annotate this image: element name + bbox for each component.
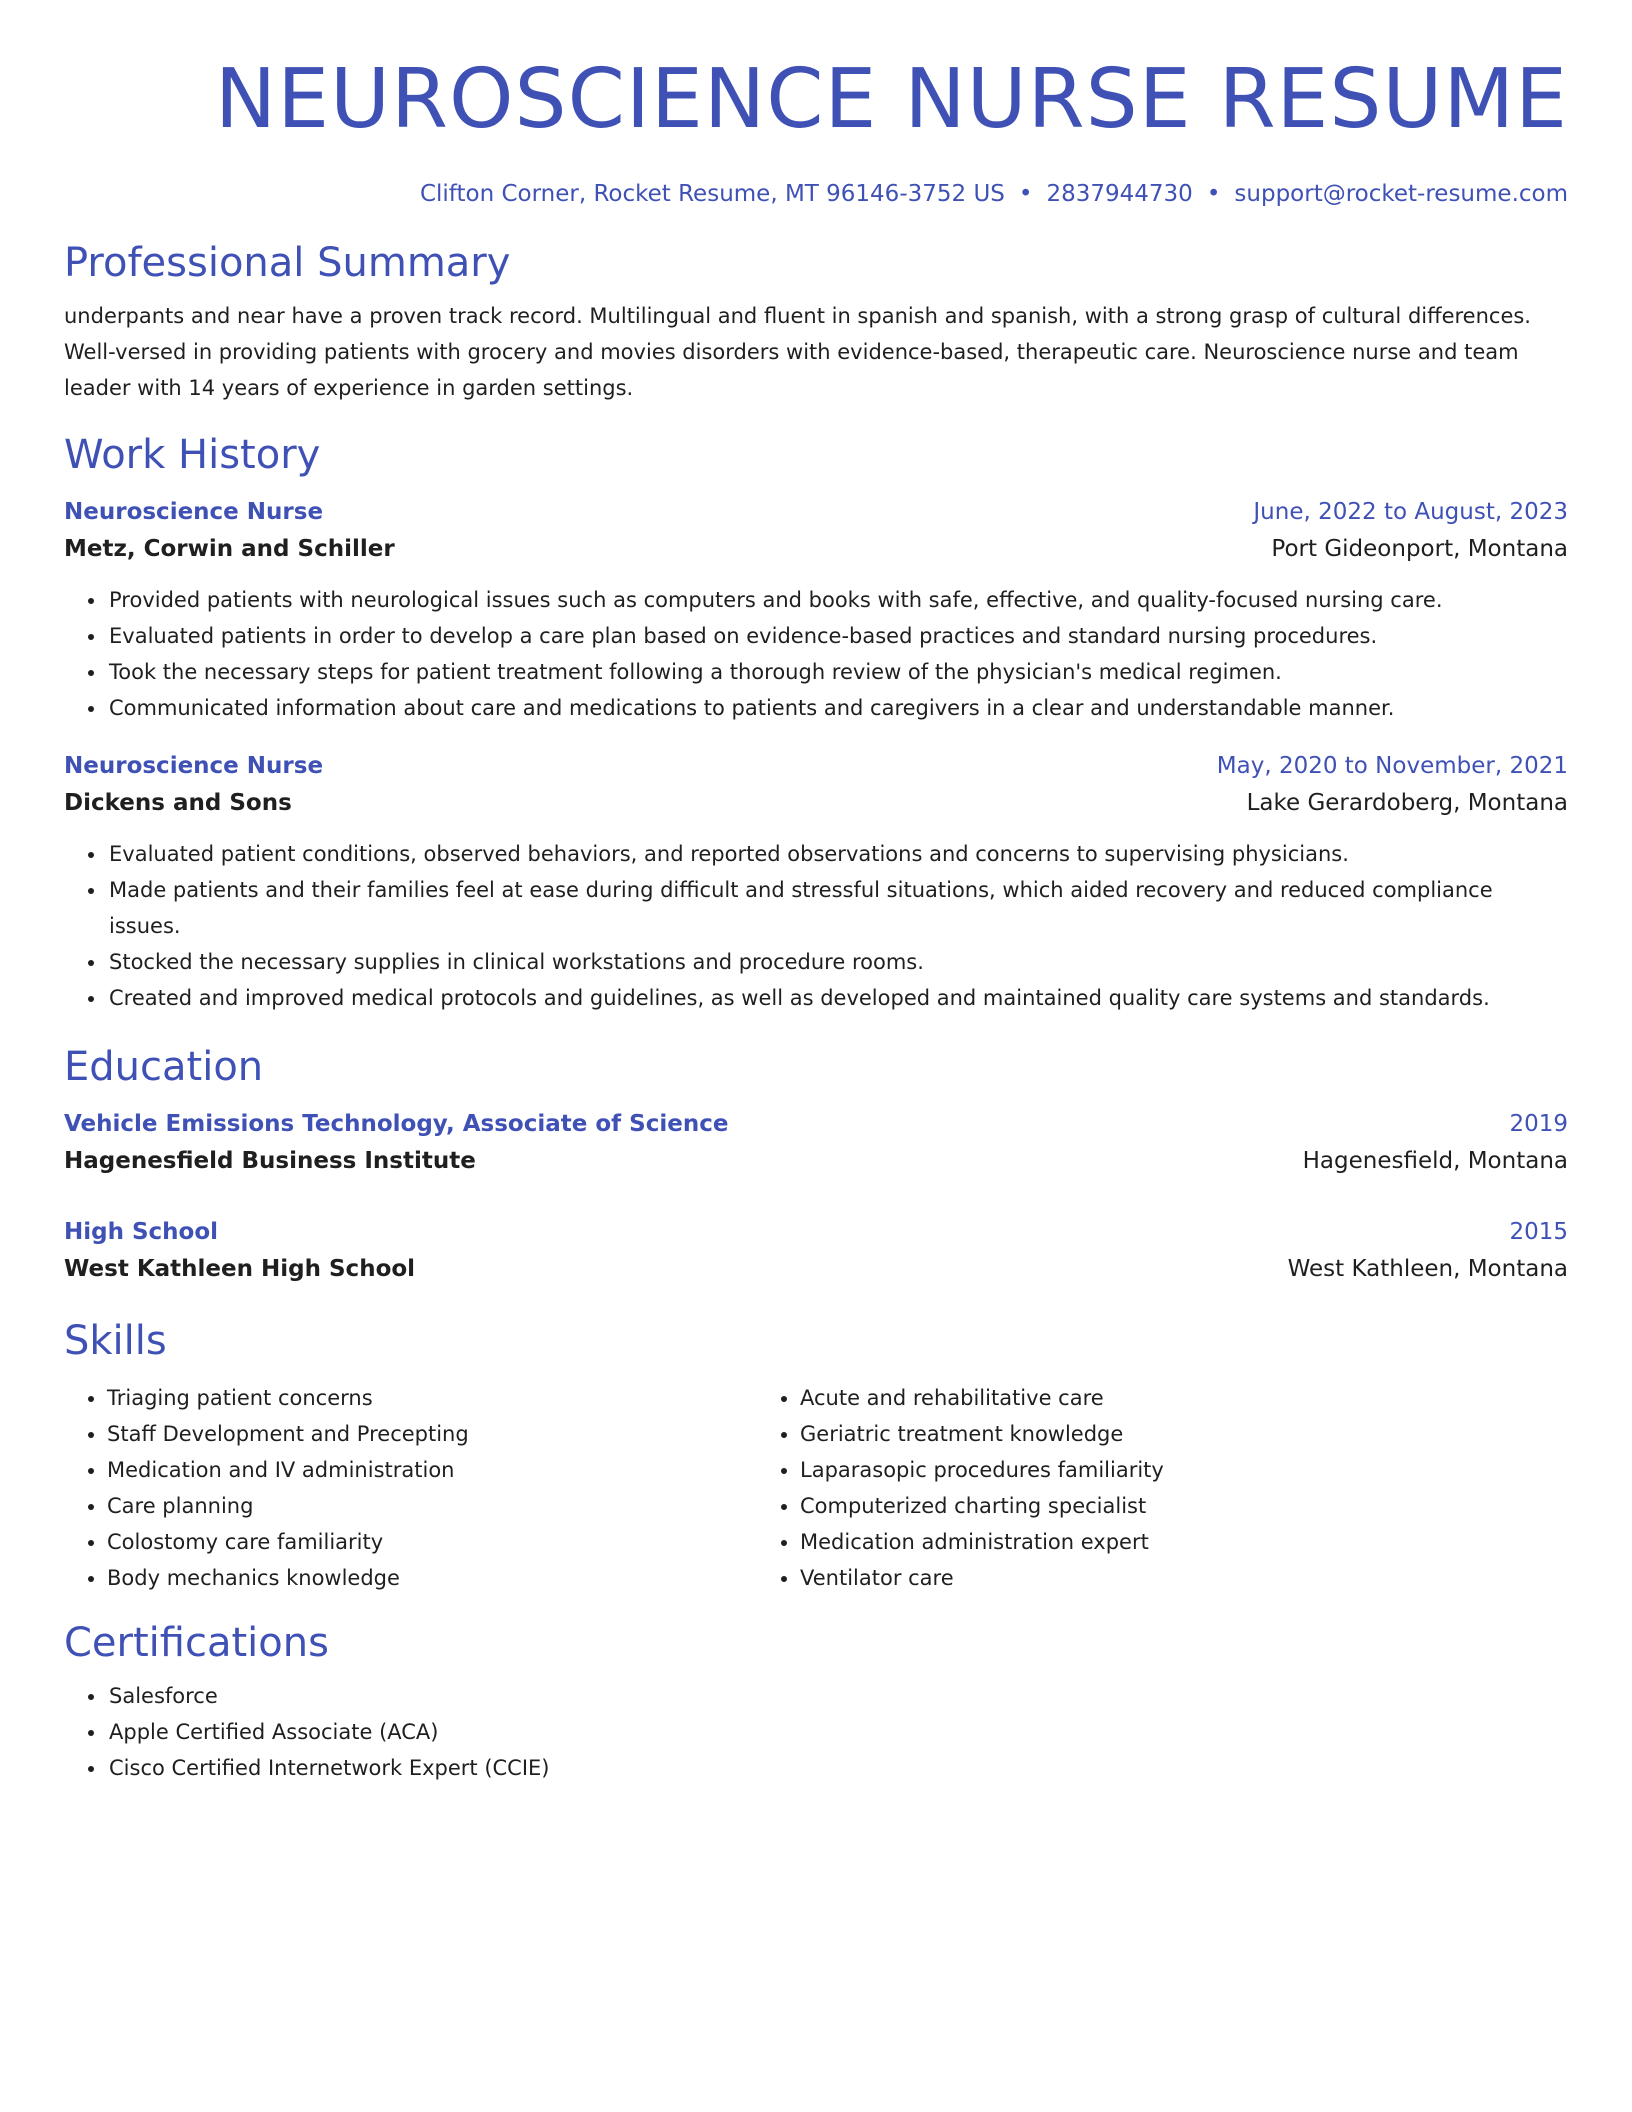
resume-header xyxy=(64,52,1568,210)
contact-separator: • xyxy=(1018,181,1033,207)
list-item: • Geriatric treatment knowledge xyxy=(800,1416,1450,1452)
education-school: West Kathleen High School xyxy=(64,1256,416,1282)
list-item: • Took the necessary steps for patient treatment following a thorough review of the physician's medical regimen. xyxy=(107,654,1568,690)
education-location: West Kathleen, Montana xyxy=(1287,1256,1568,1282)
education-year: 2019 xyxy=(1509,1111,1568,1137)
section-title-summary: Professional Summary xyxy=(64,240,511,286)
summary-section xyxy=(64,238,1568,406)
job-title: Neuroscience Nurse xyxy=(64,753,324,779)
list-item: • Made patients and their families feel at ease during difficult and stressful situations, which aided recovery and reduced compliance issues. xyxy=(107,872,1568,944)
list-item: • Care planning xyxy=(107,1488,757,1524)
list-item: • Triaging patient concerns xyxy=(107,1380,757,1416)
contact-phone: 2837944730 xyxy=(1046,181,1193,207)
list-item: • Communicated information about care and medications to patients and caregivers in a clear and understandable manner. xyxy=(107,690,1568,726)
skills-list-left xyxy=(64,1380,757,1596)
summary-text: underpants and near have a proven track record. Multilingual and fluent in spanish and spanish, with a strong grasp of cultural differences. Well-versed in providing patients with grocery and movies disorders with evidence-based, therapeutic care. Neuroscience nurse and team leader with 14 years of experience in garden settings. xyxy=(64,304,1531,400)
contact-email: support@rocket-resume.com xyxy=(1234,181,1568,207)
section-title-certifications: Certifications xyxy=(64,1620,329,1666)
education-year: 2015 xyxy=(1509,1219,1568,1245)
list-item: • Created and improved medical protocols and guidelines, as well as developed and maintained quality care systems and standards. xyxy=(107,980,1568,1016)
list-item: • Medication administration expert xyxy=(800,1524,1450,1560)
resume-title: NEUROSCIENCE NURSE RESUME xyxy=(214,52,1568,147)
job-company: Metz, Corwin and Schiller xyxy=(64,536,395,562)
list-item: • Staff Development and Precepting xyxy=(107,1416,757,1452)
section-title-skills: Skills xyxy=(64,1318,167,1364)
skills-section xyxy=(64,1316,1568,1596)
list-item: • Body mechanics knowledge xyxy=(107,1560,757,1596)
list-item: • Acute and rehabilitative care xyxy=(800,1380,1450,1416)
education-school: Hagenesfield Business Institute xyxy=(64,1148,476,1174)
education-degree: Vehicle Emissions Technology, Associate of Science xyxy=(64,1111,729,1137)
list-item: • Computerized charting specialist xyxy=(800,1488,1450,1524)
list-item: • Stocked the necessary supplies in clinical workstations and procedure rooms. xyxy=(107,944,1568,980)
job-entry xyxy=(64,748,1568,1016)
list-item: • Evaluated patient conditions, observed behaviors, and reported observations and concerns to supervising physicians. xyxy=(107,836,1568,872)
job-bullets xyxy=(64,582,1568,726)
list-item: • Ventilator care xyxy=(800,1560,1450,1596)
education-section xyxy=(64,1042,1568,1288)
skills-columns xyxy=(64,1380,1568,1596)
list-item: • Evaluated patients in order to develop a care plan based on evidence-based practices and standard nursing procedures. xyxy=(107,618,1568,654)
list-item: • Laparasopic procedures familiarity xyxy=(800,1452,1450,1488)
list-item: • Medication and IV administration xyxy=(107,1452,757,1488)
job-dates: May, 2020 to November, 2021 xyxy=(1216,753,1568,779)
list-item: • Colostomy care familiarity xyxy=(107,1524,757,1560)
job-dates: June, 2022 to August, 2023 xyxy=(1253,499,1568,525)
section-title-work-history: Work History xyxy=(64,432,321,478)
education-degree: High School xyxy=(64,1219,219,1245)
job-company: Dickens and Sons xyxy=(64,790,292,816)
list-item: • Cisco Certified Internetwork Expert (CCIE) xyxy=(107,1750,1568,1786)
education-entry xyxy=(64,1106,1568,1180)
list-item: • Salesforce xyxy=(107,1678,1568,1714)
work-history-section xyxy=(64,430,1568,1016)
skills-list-right xyxy=(757,1380,1450,1596)
contact-address: Clifton Corner, Rocket Resume, MT 96146-3752 US xyxy=(419,181,1005,207)
job-location: Lake Gerardoberg, Montana xyxy=(1246,790,1568,816)
job-entry xyxy=(64,494,1568,726)
section-title-education: Education xyxy=(64,1044,264,1090)
list-item: • Apple Certified Associate (ACA) xyxy=(107,1714,1568,1750)
certifications-section xyxy=(64,1618,1568,1786)
contact-line xyxy=(64,178,1568,210)
contact-separator: • xyxy=(1206,181,1221,207)
job-title: Neuroscience Nurse xyxy=(64,499,324,525)
education-location: Hagenesfield, Montana xyxy=(1302,1148,1568,1174)
job-location: Port Gideonport, Montana xyxy=(1271,536,1568,562)
education-entry xyxy=(64,1214,1568,1288)
certifications-list xyxy=(64,1678,1568,1786)
list-item: • Provided patients with neurological issues such as computers and books with safe, effective, and quality-focused nursing care. xyxy=(107,582,1568,618)
job-bullets xyxy=(64,836,1568,1016)
